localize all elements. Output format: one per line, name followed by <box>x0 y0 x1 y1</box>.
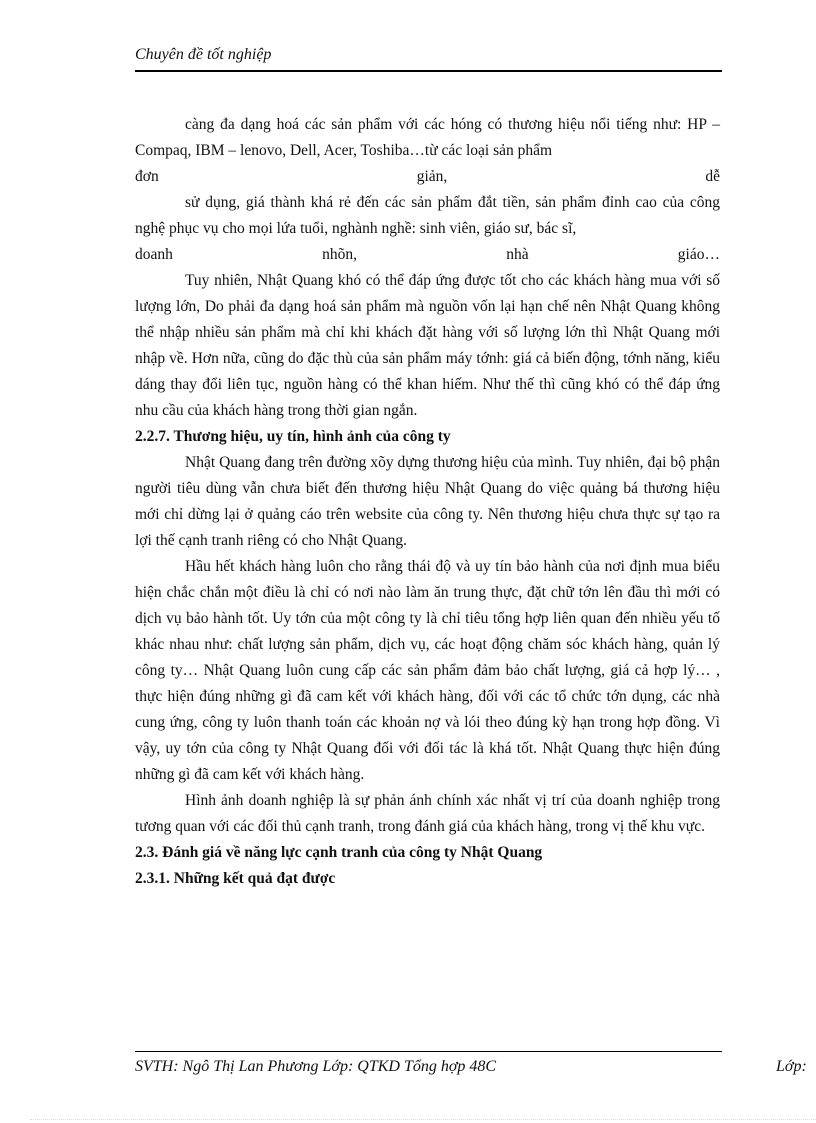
paragraph: càng đa dạng hoá các sản phẩm với các hóng có thương hiệu nổi tiếng như: HP – Compaq, IBM – lenovo, Dell, Acer, Toshiba…từ các loại sản phẩm <box>135 116 720 159</box>
paragraph: Hầu hết khách hàng luôn cho rằng thái độ và uy tín bảo hành của nơi định mua biểu hiện chắc chắn một điều là chỉ có nơi nào làm ăn trung thực, đặt chữ tớn lên đầu thì mới có dịch vụ bảo hành tốt. Uy tớn của một công ty là chỉ tiêu tổng hợp liên quan đến nhiều yếu tố khác nhau như: chất lượng sản phẩm, dịch vụ, các hoạt động chăm sóc khách hàng, quản lý công ty… Nhật Quang luôn cung cấp các sản phẩm đảm bảo chất lượng, giá cả hợp lý… , thực hiện đúng những gì đã cam kết với khách hàng, đối với các tổ chức tớn dụng, các nhà cung ứng, công ty luôn thanh toán các khoản nợ và lói theo đúng kỳ hạn trong hợp đồng. Vì vậy, uy tớn của công ty Nhật Quang đối với đối tác là khá tốt. Nhật Quang thực hiện đúng những gì đã cam kết với khách hàng. <box>135 558 720 783</box>
document-body <box>135 112 720 892</box>
paragraph-line: doanh nhõn, nhà giáo… <box>135 246 720 263</box>
header-title: Chuyên đề tốt nghiệp <box>135 46 272 63</box>
paragraph-line: đơn giản, dễ <box>135 168 720 185</box>
footer-class-label: Lớp: <box>776 1058 807 1075</box>
page-header <box>135 44 722 72</box>
paragraph: sử dụng, giá thành khá rẻ đến các sản phẩm đắt tiền, sản phẩm đỉnh cao của công nghệ phục vụ cho mọi lứa tuổi, nghành nghề: sinh viên, giáo sư, bác sĩ, <box>135 194 720 237</box>
paragraph: Nhật Quang đang trên đường xõy dựng thương hiệu của mình. Tuy nhiên, đại bộ phận người tiêu dùng vẫn chưa biết đến thương hiệu Nhật Quang do việc quảng bá thương hiệu mới chỉ dừng lại ở quảng cáo trên website của công ty. Nên thương hiệu chưa thực sự tạo ra lợi thế cạnh tranh riêng có cho Nhật Quang. <box>135 454 720 549</box>
section-heading: 2.3. Đánh giá về năng lực cạnh tranh của công ty Nhật Quang <box>135 844 543 861</box>
subsection-heading: 2.3.1. Những kết quả đạt được <box>135 870 336 887</box>
paragraph: Hình ảnh doanh nghiệp là sự phản ánh chính xác nhất vị trí của doanh nghiệp trong tương quan với các đối thủ cạnh tranh, trong đánh giá của khách hàng, trong vị thế khu vực. <box>135 792 720 835</box>
page-bottom-divider <box>30 1119 816 1120</box>
section-heading: 2.2.7. Thương hiệu, uy tín, hình ảnh của công ty <box>135 428 451 445</box>
footer-student-info: SVTH: Ngô Thị Lan Phương Lớp: QTKD Tổng hợp 48C <box>135 1058 497 1075</box>
page-footer <box>135 1051 722 1078</box>
paragraph: Tuy nhiên, Nhật Quang khó có thể đáp ứng được tốt cho các khách hàng mua với số lượng lớn, Do phải đa dạng hoá sản phẩm mà nguồn vốn lại hạn chế nên Nhật Quang không thể nhập nhiều sản phẩm mà chỉ khi khách đặt hàng với số lượng lớn thì Nhật Quang mới nhập về. Hơn nữa, cũng do đặc thù của sản phẩm máy tớnh: giá cả biến động, tớnh năng, kiểu dáng thay đổi liên tục, nguồn hàng có thể khan hiếm. Như thế thì cũng khó có thể đáp ứng nhu cầu của khách hàng trong thời gian ngắn. <box>135 272 720 419</box>
